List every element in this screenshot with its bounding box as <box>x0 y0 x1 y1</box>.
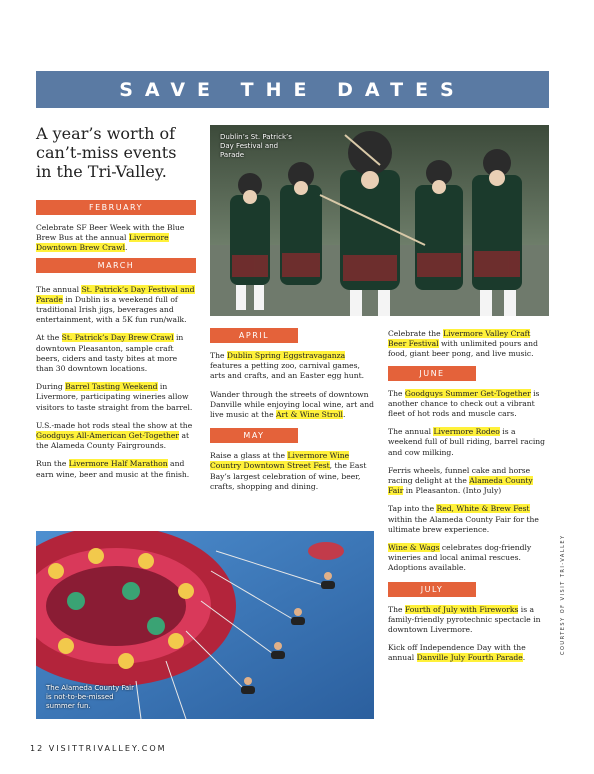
month-label-february: FEBRUARY <box>36 200 196 215</box>
swing-ride-photo <box>36 531 374 719</box>
month-label-july: JULY <box>388 582 476 597</box>
event-name: Barrel Tasting Weekend <box>65 382 158 392</box>
event-name: St. Patrick’s Day Festival and Parade <box>36 284 195 304</box>
event-name: Danville July Fourth Parade <box>416 653 523 663</box>
photo2-caption: The Alameda County Fair is not-to-be-missed summer fun. <box>46 684 135 710</box>
photo-credit: COURTESY OF VISIT TRI-VALLEY <box>560 534 566 655</box>
event-name: Livermore Rodeo <box>433 427 500 437</box>
event-paragraph: Run the Livermore Half Marathon and earn wine, beer and music at the finish. <box>36 459 190 479</box>
event-paragraph: The Fourth of July with Fireworks is a family-friendly pyrotechnic spectacle in downtown Livermore. <box>388 604 541 635</box>
event-paragraph: Wander through the streets of downtown Danville while enjoying local wine, art and live music at the Art & Wine Stroll. <box>210 389 375 420</box>
event-name: Goodguys All-American Get-Together <box>36 431 180 441</box>
month-label-june: JUNE <box>388 366 476 381</box>
event-paragraph: At the St. Patrick’s Day Brew Crawl in downtown Pleasanton, sample craft beers, ciders and tasty bites at more than 30 downtown locations. <box>36 333 184 374</box>
event-name: Alameda County Fair <box>388 476 533 496</box>
event-paragraph: The Goodguys Summer Get-Together is another chance to check out a vibrant fleet of hot rods and muscle cars. <box>388 388 540 419</box>
event-paragraph: Ferris wheels, funnel cake and horse racing delight at the Alameda County Fair in Pleasanton. (Into July) <box>388 465 533 496</box>
event-paragraph: The Dublin Spring Eggstravaganza features a petting zoo, carnival games, arts and crafts, and an Easter egg hunt. <box>210 351 365 381</box>
event-name: St. Patrick’s Day Brew Crawl <box>61 333 174 343</box>
column-2 <box>210 328 375 500</box>
event-paragraph: The annual Livermore Rodeo is a weekend full of bull riding, barrel racing and cow milking. <box>388 427 546 457</box>
column-3 <box>388 329 550 672</box>
event-paragraph: Raise a glass at the Livermore Wine Country Downtown Street Fest, the East Bay’s largest celebration of wine, beer, crafts, shopping and dining. <box>210 451 367 491</box>
event-name: Fourth of July with Fireworks <box>404 604 519 614</box>
event-name: Dublin Spring Eggstravaganza <box>226 351 346 360</box>
event-paragraph: Tap into the Red, White & Brew Fest within the Alameda County Fair for the ultimate brew experience. <box>388 504 539 534</box>
event-name: Art & Wine Stroll <box>275 410 343 420</box>
event-name: Livermore Downtown Brew Crawl <box>36 233 169 253</box>
event-paragraph: U.S.-made hot rods steal the show at the Goodguys All-American Get-Together at the Alameda County Fairgrounds. <box>36 420 193 451</box>
event-paragraph: Celebrate the Livermore Valley Craft Beer Festival with unlimited pours and food, giant beer pong, and live music. <box>388 329 538 359</box>
bagpipers-photo <box>210 125 549 316</box>
event-name: Livermore Wine Country Downtown Street Fest <box>210 451 350 471</box>
event-name: Livermore Half Marathon <box>68 459 168 469</box>
photo1-caption: Dublin’s St. Patrick’s Day Festival and Parade <box>220 133 292 159</box>
event-paragraph: During Barrel Tasting Weekend in Livermore, participating wineries allow visitors to taste straight from the barrel. <box>36 382 193 412</box>
intro-heading: A year’s worth of can’t-miss events in the Tri-Valley. <box>36 124 177 181</box>
page-footer: 12 VISITTRIVALLEY.COM <box>30 744 167 753</box>
column-1 <box>36 200 196 488</box>
event-paragraph: The annual St. Patrick’s Day Festival and Parade in Dublin is a weekend full of traditional Irish jigs, beverages and entertainment, with a 5K fun run/walk. <box>36 284 195 325</box>
event-name: Red, White & Brew Fest <box>436 504 530 514</box>
event-paragraph: Wine & Wags celebrates dog-friendly wineries and local animal rescues. Adoptions available. <box>388 543 532 573</box>
event-name: Wine & Wags <box>388 543 440 553</box>
event-paragraph: Celebrate SF Beer Week with the Blue Brew Bus at the annual Livermore Downtown Brew Crawl. <box>36 223 185 253</box>
month-label-march: MARCH <box>36 258 196 273</box>
month-label-may: MAY <box>210 428 298 443</box>
event-paragraph: Kick off Independence Day with the annual Danville July Fourth Parade. <box>388 643 526 663</box>
section-banner: SAVE THE DATES <box>36 71 549 108</box>
event-name: Livermore Valley Craft Beer Festival <box>388 329 531 349</box>
month-label-april: APRIL <box>210 328 298 343</box>
event-name: Goodguys Summer Get-Together <box>404 388 531 398</box>
